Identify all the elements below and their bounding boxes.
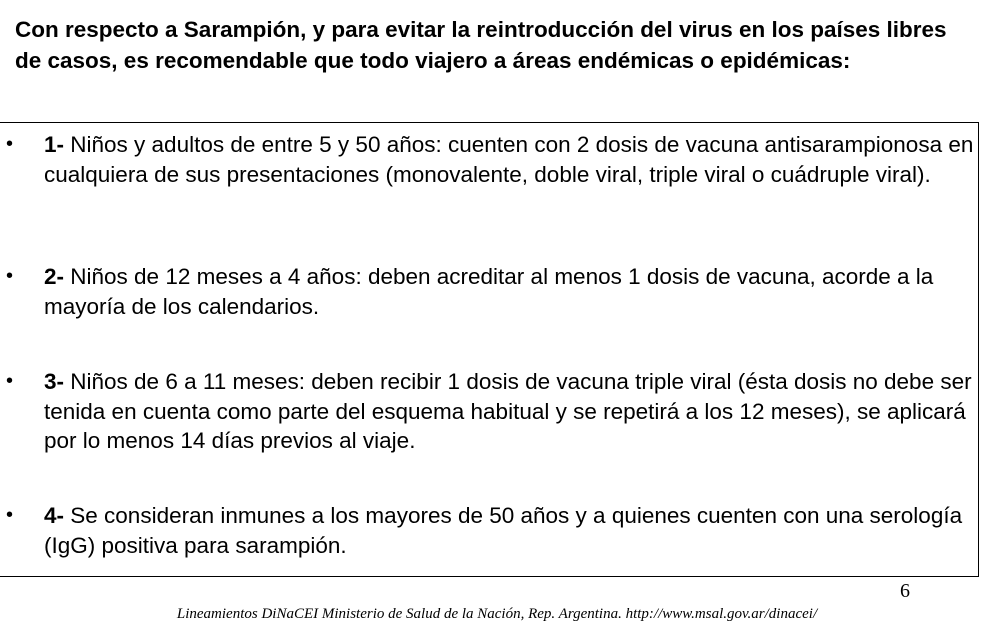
- list-item-text: [44, 262, 974, 321]
- list-item-text: [44, 501, 974, 560]
- item-number: 4-: [44, 503, 65, 528]
- recommendations-box: [0, 122, 979, 577]
- bullet: •: [6, 370, 14, 392]
- bullet: •: [6, 265, 14, 287]
- item-number: 1-: [44, 132, 65, 157]
- item-number: 3-: [44, 369, 65, 394]
- item-number: 2-: [44, 264, 65, 289]
- page-number: 6: [900, 580, 910, 602]
- item-text: Se consideran inmunes a los mayores de 50 años y a quienes cuenten con una serología (IgG) positiva para sarampión.: [44, 503, 963, 558]
- item-text: Niños y adultos de entre 5 y 50 años: cuenten con 2 dosis de vacuna antisarampionosa en cualquiera de sus presentaciones (monovalente, doble viral, triple viral o cuádruple viral).: [44, 132, 974, 187]
- list-item-text: [44, 130, 974, 189]
- item-text: Niños de 6 a 11 meses: deben recibir 1 dosis de vacuna triple viral (ésta dosis no debe ser tenida en cuenta como parte del esquema habitual y se repetirá a los 12 meses), se aplicará por lo menos 14 días previos al viaje.: [44, 369, 972, 453]
- bullet: •: [6, 133, 14, 155]
- footer-citation: Lineamientos DiNaCEI Ministerio de Salud de la Nación, Rep. Argentina. http://www.msal.gov.ar/dinacei/: [176, 606, 818, 622]
- slide-title: Con respecto a Sarampión, y para evitar la reintroducción del virus en los países libres de casos, es recomendable que todo viajero a áreas endémicas o epidémicas:: [15, 17, 947, 73]
- item-text: Niños de 12 meses a 4 años: deben acreditar al menos 1 dosis de vacuna, acorde a la mayoría de los calendarios.: [44, 264, 934, 319]
- bullet: •: [6, 504, 14, 526]
- list-item-text: [44, 367, 974, 456]
